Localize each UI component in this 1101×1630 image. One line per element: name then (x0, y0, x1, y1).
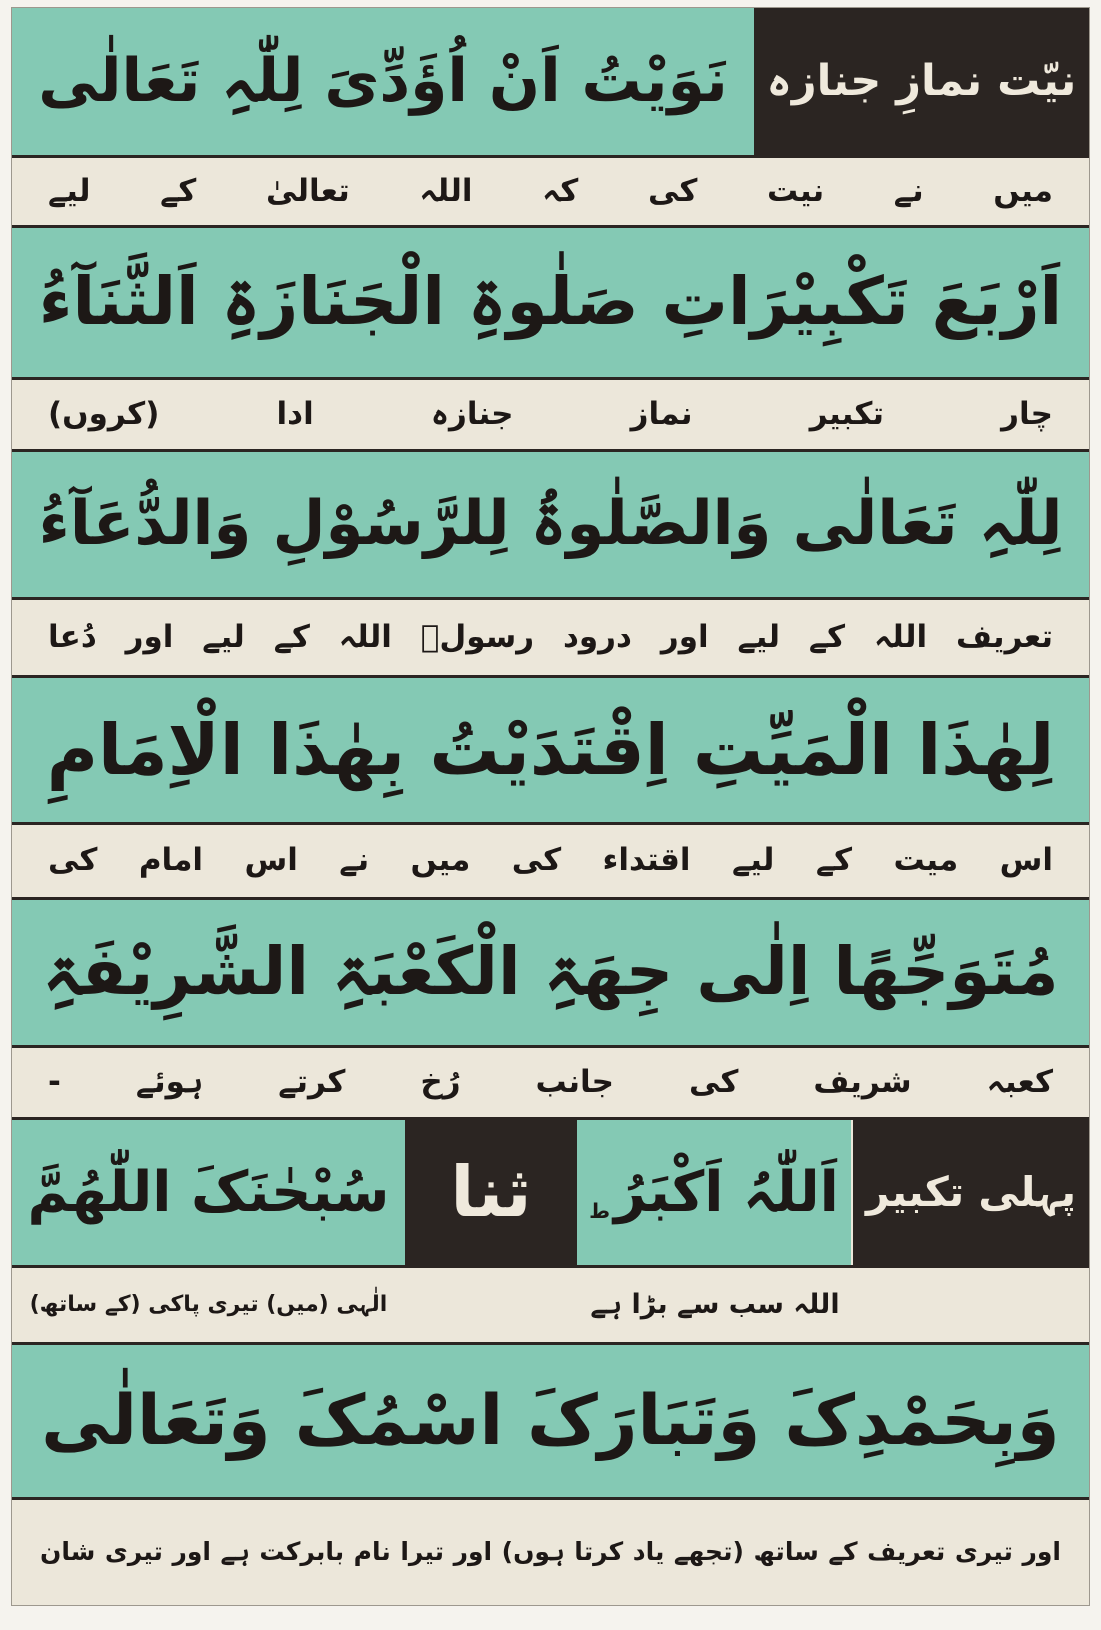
sana-urdu-cont-cell (12, 1500, 1089, 1605)
urdu-line-3: تعریف اللہ کے لیے اور درود رسولؐ اللہ کے لیے اور دُعا (48, 618, 1053, 655)
urdu-line-4: اس میت کے لیے اقتداء کی میں نے اس امام کی (48, 842, 1053, 879)
sana-arabic-cell (12, 1120, 405, 1265)
spacer (853, 1268, 1089, 1342)
urdu-line-3-row (12, 600, 1089, 678)
sana-urdu-cont: اور تیری تعریف کے ساتھ (تجھے یاد کرتا ہوں) اور تیرا نام بابرکت ہے اور تیری شان (40, 1537, 1061, 1567)
urdu-line-4-cell (12, 825, 1089, 897)
arabic-line-4-row (12, 678, 1089, 825)
arabic-line-5-cell (12, 900, 1089, 1045)
takbir-arabic: اَللّٰہُ اَکْبَرُ (614, 1159, 839, 1225)
sana-urdu-cell (12, 1268, 405, 1342)
urdu-line-1-cell (12, 158, 1089, 225)
niyyat-title-box (754, 8, 1089, 155)
niyyat-title: نیّت نمازِ جنازہ (766, 55, 1077, 106)
arabic-line-5: مُتَوَجِّھًا اِلٰی جِھَۃِ الْکَعْبَۃِ الشَّرِیْفَۃِ (42, 933, 1059, 1011)
urdu-line-5: کعبہ شریف کی جانب رُخ کرتے ہوئے - (48, 1063, 1053, 1100)
arabic-line-2: اَرْبَعَ تَکْبِیْرَاتِ صَلٰوۃِ الْجَنَازَۃِ اَلثَّنَآءُ (38, 263, 1063, 341)
urdu-line-2-row (12, 380, 1089, 452)
urdu-line-1-row (12, 158, 1089, 228)
arabic-line-2-cell (12, 228, 1089, 377)
arabic-line-3-cell (12, 452, 1089, 597)
arabic-line-5-row (12, 900, 1089, 1048)
takbir-arabic-cell (577, 1120, 853, 1265)
sana-arabic-cont-row (12, 1345, 1089, 1500)
first-takbir-label-box (853, 1120, 1089, 1265)
takbir-arabic-wrap (577, 1138, 851, 1247)
sana-urdu: الٰہی (میں) تیری پاکی (کے ساتھ) (29, 1291, 388, 1317)
arabic-line-4-cell (12, 678, 1089, 822)
first-takbir-row (12, 1120, 1089, 1268)
arabic-line-1: نَوَیْتُ اَنْ اُؤَدِّیَ لِلّٰہِ تَعَالٰی (38, 46, 728, 116)
arabic-line-1-cell (12, 8, 754, 155)
urdu-line-5-cell (12, 1048, 1089, 1117)
spacer (405, 1268, 577, 1342)
urdu-line-1: میں نے نیت کی کہ اللہ تعالیٰ کے لیے (48, 172, 1053, 209)
niyyat-header-row (12, 8, 1089, 158)
urdu-line-2: چار تکبیر نماز جنازہ ادا (کروں) (48, 395, 1053, 432)
sana-arabic: سُبْحٰنَکَ اللّٰھُمَّ (27, 1159, 390, 1225)
takbir-translation-row (12, 1268, 1089, 1345)
sana-label: ثنا (450, 1151, 532, 1233)
sana-urdu-cont-row (12, 1500, 1089, 1605)
arabic-line-4: لِھٰذَا الْمَیِّتِ اِقْتَدَیْتُ بِھٰذَا الْاِمَامِ (46, 708, 1055, 791)
arabic-line-3-row (12, 452, 1089, 600)
urdu-line-4-row (12, 825, 1089, 900)
urdu-line-5-row (12, 1048, 1089, 1120)
first-takbir-label: پہلی تکبیر (865, 1167, 1077, 1216)
sana-arabic-cont: وَبِحَمْدِکَ وَتَبَارَکَ اسْمُکَ وَتَعَالٰی (41, 1380, 1060, 1461)
takbir-pause-mark: ط (589, 1198, 611, 1223)
arabic-line-3: لِلّٰہِ تَعَالٰی وَالصَّلٰوۃُ لِلرَّسُوْلِ وَالدُّعَآءُ (38, 488, 1063, 560)
urdu-line-2-cell (12, 380, 1089, 449)
urdu-line-3-cell (12, 600, 1089, 675)
takbir-urdu-cell (577, 1268, 853, 1342)
arabic-line-2-row (12, 228, 1089, 380)
janaza-niyyat-sheet (12, 8, 1089, 1605)
sana-label-box (405, 1120, 577, 1265)
takbir-urdu: اللہ سب سے بڑا ہے (590, 1289, 840, 1321)
sana-arabic-cont-cell (12, 1345, 1089, 1497)
